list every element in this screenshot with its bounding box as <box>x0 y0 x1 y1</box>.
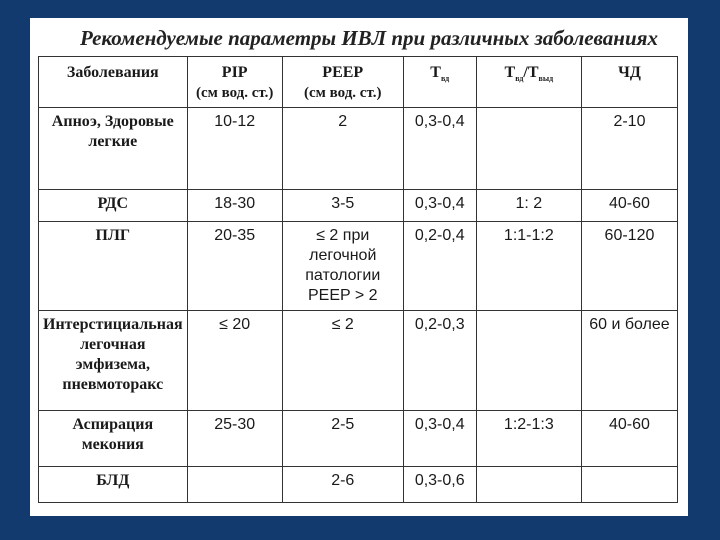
cell-rate: 60-120 <box>581 222 677 311</box>
header-t-in-sub: вд <box>440 74 450 83</box>
cell-pip <box>187 467 282 503</box>
cell-peep: 2-5 <box>282 411 403 467</box>
cell-disease: Апноэ, Здоровые легкие <box>39 108 188 190</box>
cell-ratio: 1:1-1:2 <box>476 222 581 311</box>
cell-t-in: 0,3-0,6 <box>403 467 476 503</box>
cell-ratio <box>476 108 581 190</box>
cell-ratio <box>476 311 581 411</box>
header-ratio <box>476 57 581 108</box>
header-pip-unit: (см вод. ст.) <box>195 85 274 101</box>
table-row <box>39 411 678 467</box>
cell-ratio <box>476 467 581 503</box>
table-row <box>39 190 678 222</box>
cell-t-in: 0,2-0,4 <box>403 222 476 311</box>
slide-title: Рекомендуемые параметры ИВЛ при различных заболеваниях <box>80 26 658 50</box>
cell-pip: 10-12 <box>187 108 282 190</box>
header-disease: Заболевания <box>39 57 188 108</box>
cell-t-in: 0,3-0,4 <box>403 190 476 222</box>
table-row <box>39 222 678 311</box>
header-ratio-a: T <box>504 64 516 81</box>
cell-disease: РДС <box>39 190 188 222</box>
header-peep-label: PEEP <box>322 64 364 81</box>
cell-rate: 2-10 <box>581 108 677 190</box>
cell-rate: 60 и более <box>581 311 677 411</box>
header-peep <box>282 57 403 108</box>
cell-t-in: 0,2-0,3 <box>403 311 476 411</box>
cell-pip: 20-35 <box>187 222 282 311</box>
cell-t-in: 0,3-0,4 <box>403 411 476 467</box>
cell-pip: ≤ 20 <box>187 311 282 411</box>
cell-rate: 40-60 <box>581 411 677 467</box>
cell-pip: 25-30 <box>187 411 282 467</box>
header-pip <box>187 57 282 108</box>
header-ratio-b-sub: выд <box>538 74 554 83</box>
cell-disease: БЛД <box>39 467 188 503</box>
cell-rate <box>581 467 677 503</box>
cell-peep: ≤ 2 <box>282 311 403 411</box>
cell-peep: ≤ 2 при легочной патологии PEEP > 2 <box>282 222 403 311</box>
header-t-in <box>403 57 476 108</box>
header-ratio-b: /T <box>523 64 539 81</box>
cell-disease: ПЛГ <box>39 222 188 311</box>
header-ratio-a-sub: вд <box>515 74 524 83</box>
cell-peep: 2-6 <box>282 467 403 503</box>
cell-ratio: 1: 2 <box>476 190 581 222</box>
header-pip-label: PIP <box>221 64 248 81</box>
slide <box>30 18 688 516</box>
table-row <box>39 311 678 411</box>
header-rate: ЧД <box>581 57 677 108</box>
table-header-row <box>39 57 678 108</box>
cell-t-in: 0,3-0,4 <box>403 108 476 190</box>
cell-ratio: 1:2-1:3 <box>476 411 581 467</box>
cell-disease: Аспирация мекония <box>39 411 188 467</box>
header-peep-unit: (см вод. ст.) <box>304 85 382 101</box>
cell-peep: 2 <box>282 108 403 190</box>
header-t-in-label: T <box>430 64 441 81</box>
ventilation-parameters-table <box>38 56 678 503</box>
table-row <box>39 467 678 503</box>
table-row <box>39 108 678 190</box>
cell-rate: 40-60 <box>581 190 677 222</box>
cell-peep: 3-5 <box>282 190 403 222</box>
cell-pip: 18-30 <box>187 190 282 222</box>
cell-disease: Интерстициальная легочная эмфизема, пневмоторакс <box>39 311 188 411</box>
